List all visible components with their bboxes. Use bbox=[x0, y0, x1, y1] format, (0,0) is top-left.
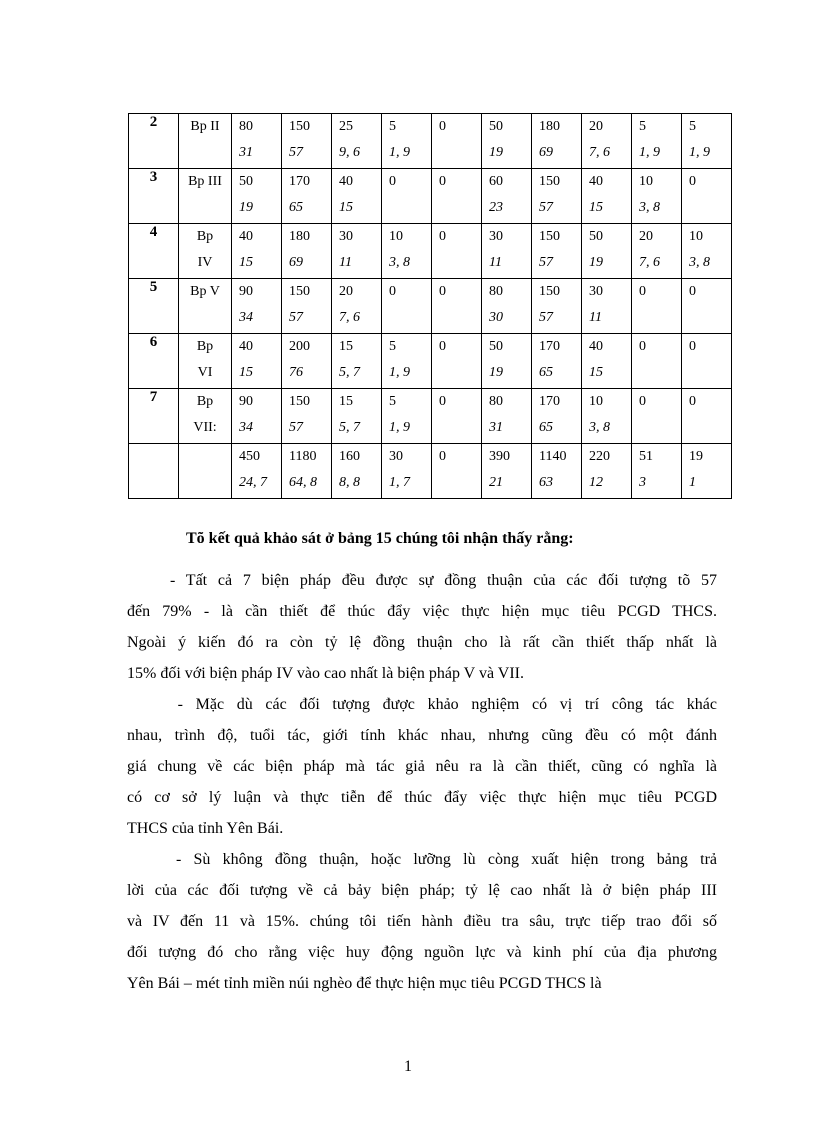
cell-count: 0 bbox=[439, 174, 446, 189]
table-cell bbox=[682, 444, 732, 499]
cell-count: 0 bbox=[389, 174, 396, 189]
cell-count: 50 bbox=[489, 119, 503, 134]
measure-label-line: VII: bbox=[193, 420, 217, 435]
table-cell bbox=[532, 169, 582, 224]
cell-count: 80 bbox=[239, 119, 253, 134]
cell-count: 0 bbox=[639, 339, 646, 354]
cell-count: 0 bbox=[389, 284, 396, 299]
measure-label-line: Bp bbox=[196, 339, 214, 354]
cell-percent: 23 bbox=[489, 200, 503, 215]
cell-percent: 8, 8 bbox=[339, 475, 360, 490]
cell-percent: 3 bbox=[639, 475, 646, 490]
cell-count: 0 bbox=[689, 394, 696, 409]
cell-count: 5 bbox=[389, 119, 396, 134]
cell-percent: 65 bbox=[539, 365, 553, 380]
paragraph-line: - Mặc dù các đối tượng được khảo nghiệm có vị trí công tác khác bbox=[127, 696, 717, 713]
measure-label-line bbox=[179, 444, 231, 470]
cell-percent bbox=[389, 195, 431, 221]
cell-count: 40 bbox=[239, 339, 253, 354]
paragraph-line: - Tất cả 7 biện pháp đều được sự đồng thuận của các đối tượng tõ 57 bbox=[127, 572, 717, 589]
row-number: 4 bbox=[129, 224, 179, 279]
cell-percent: 31 bbox=[489, 420, 503, 435]
cell-count: 170 bbox=[289, 174, 310, 189]
cell-count: 150 bbox=[539, 284, 560, 299]
cell-percent: 15 bbox=[339, 200, 353, 215]
table-cell bbox=[282, 279, 332, 334]
cell-percent: 15 bbox=[589, 200, 603, 215]
cell-percent: 57 bbox=[539, 200, 553, 215]
table-cell bbox=[532, 279, 582, 334]
cell-count: 170 bbox=[539, 339, 560, 354]
table-cell bbox=[332, 114, 382, 169]
cell-percent: 69 bbox=[539, 145, 553, 160]
paragraph-line: lời của các đối tượng về cả bảy biện pháp; tỷ lệ cao nhất là ở biện pháp III bbox=[127, 882, 717, 899]
table-row bbox=[129, 224, 732, 279]
cell-percent: 7, 6 bbox=[589, 145, 610, 160]
cell-count: 5 bbox=[389, 339, 396, 354]
cell-percent: 5, 7 bbox=[339, 420, 360, 435]
cell-percent: 57 bbox=[539, 310, 553, 325]
cell-percent bbox=[439, 470, 481, 496]
cell-percent: 1 bbox=[689, 475, 696, 490]
cell-percent bbox=[439, 250, 481, 276]
measure-label-line: Bp V bbox=[190, 284, 220, 299]
cell-percent: 9, 6 bbox=[339, 145, 360, 160]
cell-percent: 34 bbox=[239, 420, 253, 435]
table-cell bbox=[482, 444, 532, 499]
measure-label-line: Bp bbox=[196, 394, 214, 409]
table-cell bbox=[682, 224, 732, 279]
cell-count: 30 bbox=[389, 449, 403, 464]
table-cell bbox=[282, 224, 332, 279]
cell-count: 19 bbox=[689, 449, 703, 464]
table-cell bbox=[232, 334, 282, 389]
cell-count: 0 bbox=[689, 174, 696, 189]
measure-label bbox=[179, 334, 232, 389]
table-cell bbox=[482, 169, 532, 224]
measure-label-line: Bp III bbox=[188, 174, 222, 189]
cell-percent: 1, 9 bbox=[389, 420, 410, 435]
table-cell bbox=[582, 444, 632, 499]
row-number: 2 bbox=[129, 114, 179, 169]
cell-count: 1180 bbox=[289, 449, 317, 464]
table-cell bbox=[582, 224, 632, 279]
measure-label-line: IV bbox=[197, 255, 213, 270]
table-row bbox=[129, 389, 732, 444]
cell-count: 150 bbox=[539, 174, 560, 189]
cell-percent: 3, 8 bbox=[689, 255, 710, 270]
cell-count: 50 bbox=[589, 229, 603, 244]
cell-count: 90 bbox=[239, 284, 253, 299]
table-cell bbox=[682, 279, 732, 334]
measure-label bbox=[179, 114, 232, 169]
cell-percent: 15 bbox=[589, 365, 603, 380]
paragraph-line: Ngoài ý kiến đó ra còn tỷ lệ đồng thuận cho là rất cần thiết thấp nhất là bbox=[127, 634, 717, 651]
cell-percent: 19 bbox=[489, 145, 503, 160]
cell-percent: 12 bbox=[589, 475, 603, 490]
cell-percent: 30 bbox=[489, 310, 503, 325]
cell-count: 0 bbox=[689, 284, 696, 299]
table-cell bbox=[632, 334, 682, 389]
cell-percent: 57 bbox=[289, 420, 303, 435]
table-cell bbox=[382, 334, 432, 389]
cell-count: 150 bbox=[539, 229, 560, 244]
cell-percent: 15 bbox=[239, 255, 253, 270]
cell-percent: 15 bbox=[239, 365, 253, 380]
table-cell bbox=[282, 334, 332, 389]
cell-percent bbox=[439, 305, 481, 331]
table-cell bbox=[582, 334, 632, 389]
cell-percent: 57 bbox=[539, 255, 553, 270]
table-cell bbox=[482, 334, 532, 389]
row-number: 5 bbox=[129, 279, 179, 334]
cell-percent: 11 bbox=[489, 255, 502, 270]
table-cell bbox=[482, 114, 532, 169]
cell-count: 15 bbox=[339, 394, 353, 409]
table-cell bbox=[332, 224, 382, 279]
table-cell bbox=[232, 389, 282, 444]
table-cell bbox=[432, 444, 482, 499]
table-cell bbox=[332, 169, 382, 224]
cell-count: 50 bbox=[489, 339, 503, 354]
cell-count: 0 bbox=[639, 394, 646, 409]
cell-count: 10 bbox=[389, 229, 403, 244]
cell-count: 40 bbox=[339, 174, 353, 189]
section-heading: Tõ kết quả khảo sát ở bảng 15 chúng tôi nhận thấy rằng: bbox=[186, 530, 574, 547]
cell-count: 5 bbox=[689, 119, 696, 134]
table-row bbox=[129, 169, 732, 224]
table-cell bbox=[682, 334, 732, 389]
measure-label bbox=[179, 279, 232, 334]
cell-percent bbox=[639, 415, 681, 441]
table-cell bbox=[432, 389, 482, 444]
table-cell bbox=[432, 114, 482, 169]
cell-count: 10 bbox=[689, 229, 703, 244]
cell-percent: 19 bbox=[239, 200, 253, 215]
cell-percent: 1, 9 bbox=[389, 365, 410, 380]
table-cell bbox=[282, 114, 332, 169]
table-cell bbox=[632, 114, 682, 169]
cell-percent: 24, 7 bbox=[239, 475, 267, 490]
cell-percent: 11 bbox=[589, 310, 602, 325]
cell-percent: 1, 9 bbox=[389, 145, 410, 160]
table-cell bbox=[582, 114, 632, 169]
cell-percent: 57 bbox=[289, 145, 303, 160]
cell-count: 20 bbox=[589, 119, 603, 134]
cell-percent: 19 bbox=[589, 255, 603, 270]
cell-count: 0 bbox=[639, 284, 646, 299]
cell-count: 60 bbox=[489, 174, 503, 189]
body-paragraph bbox=[127, 565, 717, 689]
cell-percent: 11 bbox=[339, 255, 352, 270]
cell-count: 220 bbox=[589, 449, 610, 464]
table-cell bbox=[332, 389, 382, 444]
table-cell bbox=[482, 279, 532, 334]
table-cell bbox=[532, 444, 582, 499]
measure-label bbox=[179, 169, 232, 224]
table-row bbox=[129, 444, 732, 499]
measure-label-line: Bp II bbox=[190, 119, 220, 134]
table-cell bbox=[632, 389, 682, 444]
body-paragraph bbox=[127, 689, 717, 844]
row-number: 3 bbox=[129, 169, 179, 224]
cell-count: 51 bbox=[639, 449, 653, 464]
cell-percent: 34 bbox=[239, 310, 253, 325]
cell-count: 5 bbox=[639, 119, 646, 134]
cell-percent: 3, 8 bbox=[389, 255, 410, 270]
paragraph-line: đối tượng đó cho rằng việc huy động nguồn lực và kinh phí của địa phương bbox=[127, 944, 717, 961]
cell-count: 40 bbox=[589, 339, 603, 354]
cell-count: 10 bbox=[589, 394, 603, 409]
cell-percent bbox=[639, 305, 681, 331]
cell-count: 170 bbox=[539, 394, 560, 409]
cell-percent: 1, 9 bbox=[689, 145, 710, 160]
cell-count: 0 bbox=[439, 119, 446, 134]
cell-percent bbox=[639, 360, 681, 386]
table-row bbox=[129, 279, 732, 334]
table-cell bbox=[532, 389, 582, 444]
table-cell bbox=[332, 334, 382, 389]
table-cell bbox=[282, 444, 332, 499]
measure-label-line bbox=[179, 470, 231, 496]
cell-count: 40 bbox=[239, 229, 253, 244]
cell-percent: 5, 7 bbox=[339, 365, 360, 380]
cell-count: 15 bbox=[339, 339, 353, 354]
measure-label-line bbox=[179, 140, 231, 166]
table-cell bbox=[682, 169, 732, 224]
cell-count: 0 bbox=[439, 339, 446, 354]
cell-count: 40 bbox=[589, 174, 603, 189]
cell-percent: 21 bbox=[489, 475, 503, 490]
cell-percent bbox=[439, 195, 481, 221]
table-cell bbox=[382, 169, 432, 224]
cell-count: 20 bbox=[639, 229, 653, 244]
table-cell bbox=[532, 334, 582, 389]
cell-percent: 76 bbox=[289, 365, 303, 380]
measure-label-line bbox=[179, 305, 231, 331]
cell-percent: 63 bbox=[539, 475, 553, 490]
cell-count: 90 bbox=[239, 394, 253, 409]
row-number: 6 bbox=[129, 334, 179, 389]
cell-count: 0 bbox=[439, 449, 446, 464]
cell-percent: 57 bbox=[289, 310, 303, 325]
table-cell bbox=[232, 114, 282, 169]
paragraph-line: nhau, trình độ, tuổi tác, giới tính khác nhau, nhưng cũng đều có một đánh bbox=[127, 727, 717, 744]
measure-label-line: Bp bbox=[196, 229, 214, 244]
paragraph-line: Yên Bái – mét tỉnh miền núi nghèo để thực hiện mục tiêu PCGD THCS là bbox=[127, 975, 602, 992]
cell-count: 25 bbox=[339, 119, 353, 134]
measure-label bbox=[179, 224, 232, 279]
body-paragraph bbox=[127, 844, 717, 999]
cell-count: 180 bbox=[289, 229, 310, 244]
cell-count: 390 bbox=[489, 449, 510, 464]
table-cell bbox=[632, 279, 682, 334]
paragraph-line: đến 79% - là cần thiết để thúc đẩy việc thực hiện mục tiêu PCGD THCS. bbox=[127, 603, 717, 620]
measure-label-line bbox=[179, 195, 231, 221]
table-cell bbox=[582, 389, 632, 444]
cell-count: 160 bbox=[339, 449, 360, 464]
cell-count: 20 bbox=[339, 284, 353, 299]
table-cell bbox=[582, 169, 632, 224]
cell-count: 0 bbox=[689, 339, 696, 354]
cell-percent: 64, 8 bbox=[289, 475, 317, 490]
page-number: 1 bbox=[404, 1058, 412, 1075]
cell-percent: 7, 6 bbox=[639, 255, 660, 270]
cell-percent: 3, 8 bbox=[589, 420, 610, 435]
table-cell bbox=[382, 114, 432, 169]
measure-label-line: VI bbox=[197, 365, 213, 380]
cell-percent: 65 bbox=[539, 420, 553, 435]
table-cell bbox=[332, 279, 382, 334]
table-cell bbox=[682, 114, 732, 169]
cell-percent: 1, 7 bbox=[389, 475, 410, 490]
cell-count: 200 bbox=[289, 339, 310, 354]
table-cell bbox=[232, 224, 282, 279]
table-cell bbox=[382, 389, 432, 444]
table-cell bbox=[232, 169, 282, 224]
table-cell bbox=[432, 224, 482, 279]
paragraph-line: giá chung về các biện pháp mà tác giả nêu ra là cần thiết, cũng có nghĩa là bbox=[127, 758, 717, 775]
table-cell bbox=[432, 334, 482, 389]
cell-count: 150 bbox=[289, 119, 310, 134]
table-row bbox=[129, 114, 732, 169]
table-cell bbox=[582, 279, 632, 334]
table-cell bbox=[382, 444, 432, 499]
paragraph-line: THCS của tỉnh Yên Bái. bbox=[127, 820, 284, 837]
measure-label bbox=[179, 389, 232, 444]
cell-percent bbox=[389, 305, 431, 331]
paragraph-line: có cơ sở lý luận và thực tiễn để thúc đẩy việc thực hiện mục tiêu PCGD bbox=[127, 789, 717, 806]
cell-percent: 19 bbox=[489, 365, 503, 380]
table-cell bbox=[632, 224, 682, 279]
cell-count: 0 bbox=[439, 394, 446, 409]
cell-count: 0 bbox=[439, 284, 446, 299]
table-cell bbox=[382, 224, 432, 279]
cell-count: 180 bbox=[539, 119, 560, 134]
cell-percent: 7, 6 bbox=[339, 310, 360, 325]
cell-percent bbox=[439, 360, 481, 386]
cell-percent: 69 bbox=[289, 255, 303, 270]
table-cell bbox=[382, 279, 432, 334]
cell-count: 30 bbox=[589, 284, 603, 299]
cell-count: 30 bbox=[339, 229, 353, 244]
paragraph-line: và IV đến 11 và 15%. chúng tôi tiến hành điều tra sâu, trực tiếp trao đổi số bbox=[127, 913, 717, 930]
cell-percent bbox=[689, 415, 731, 441]
table-cell bbox=[482, 224, 532, 279]
cell-count: 80 bbox=[489, 394, 503, 409]
cell-percent: 1, 9 bbox=[639, 145, 660, 160]
table-cell bbox=[632, 444, 682, 499]
cell-count: 50 bbox=[239, 174, 253, 189]
cell-count: 10 bbox=[639, 174, 653, 189]
paragraph-line: 15% đối với biện pháp IV vào cao nhất là biện pháp V và VII. bbox=[127, 665, 524, 682]
table-cell bbox=[432, 169, 482, 224]
table-cell bbox=[232, 279, 282, 334]
cell-percent bbox=[439, 140, 481, 166]
cell-count: 150 bbox=[289, 284, 310, 299]
cell-percent: 31 bbox=[239, 145, 253, 160]
cell-count: 150 bbox=[289, 394, 310, 409]
table-cell bbox=[432, 279, 482, 334]
row-number bbox=[129, 444, 179, 499]
table-cell bbox=[482, 389, 532, 444]
cell-percent: 65 bbox=[289, 200, 303, 215]
cell-percent bbox=[439, 415, 481, 441]
cell-count: 0 bbox=[439, 229, 446, 244]
table-cell bbox=[532, 114, 582, 169]
cell-count: 450 bbox=[239, 449, 260, 464]
paragraph-line: - Sù không đồng thuận, hoặc lưỡng lù còng xuất hiện trong bảng trả bbox=[127, 851, 717, 868]
table-cell bbox=[282, 389, 332, 444]
cell-count: 80 bbox=[489, 284, 503, 299]
table-cell bbox=[232, 444, 282, 499]
row-number: 7 bbox=[129, 389, 179, 444]
cell-percent: 3, 8 bbox=[639, 200, 660, 215]
table-cell bbox=[532, 224, 582, 279]
cell-percent bbox=[689, 195, 731, 221]
cell-percent bbox=[689, 360, 731, 386]
table-row bbox=[129, 334, 732, 389]
cell-count: 1140 bbox=[539, 449, 567, 464]
table-cell bbox=[682, 389, 732, 444]
table-cell bbox=[632, 169, 682, 224]
cell-percent bbox=[689, 305, 731, 331]
cell-count: 30 bbox=[489, 229, 503, 244]
measure-label bbox=[179, 444, 232, 499]
table-cell bbox=[332, 444, 382, 499]
table-cell bbox=[282, 169, 332, 224]
survey-results-table bbox=[128, 113, 732, 499]
cell-count: 5 bbox=[389, 394, 396, 409]
